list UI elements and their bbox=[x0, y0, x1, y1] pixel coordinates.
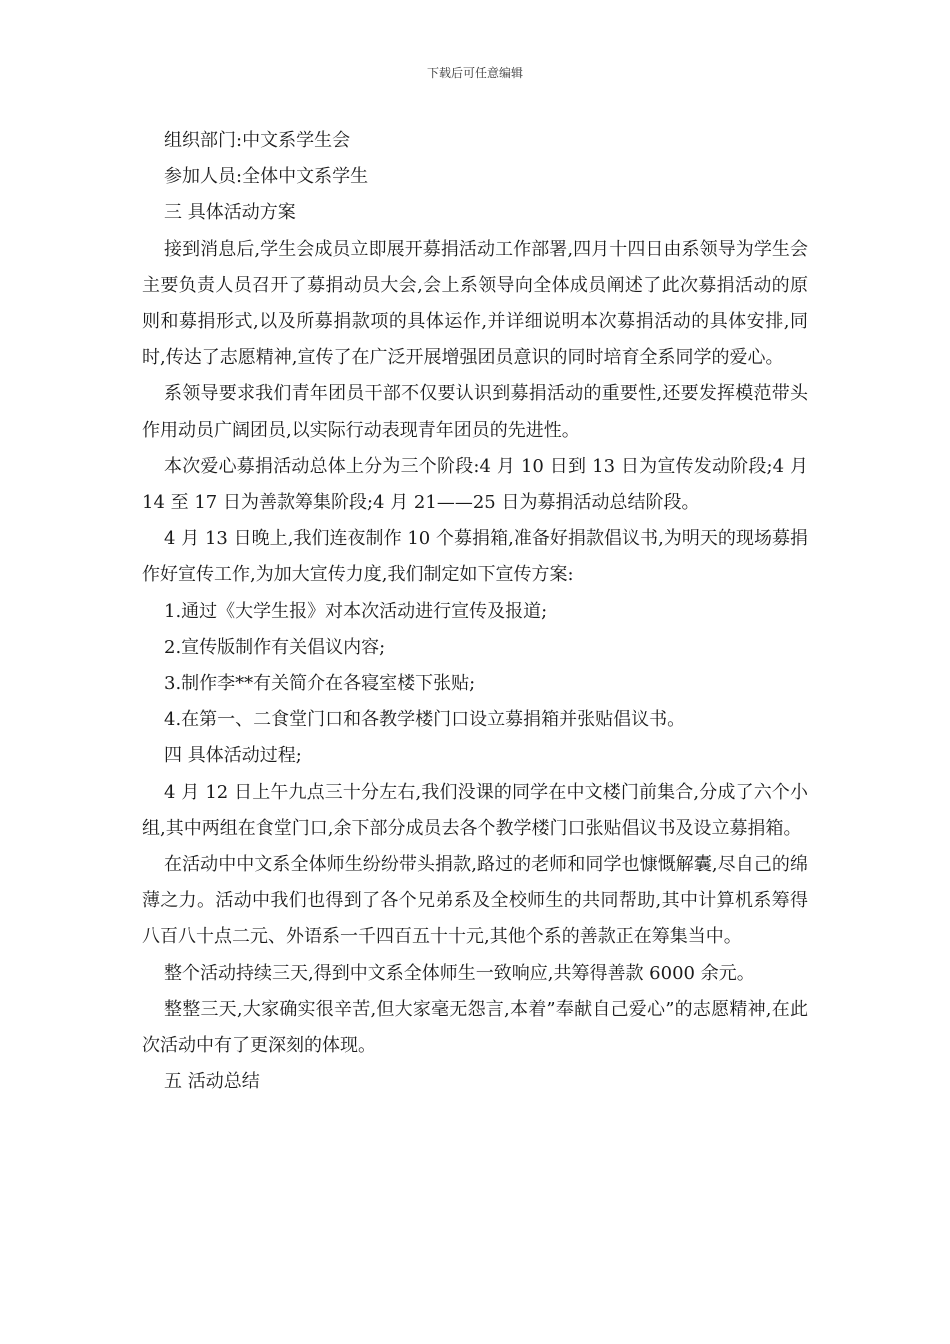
section-heading-plan: 三 具体活动方案 bbox=[164, 202, 296, 224]
paragraph-gathering: 4 月 12 日上午九点三十分左右,我们没课的同学在中文楼门前集合,分成了六个小组,其中两组在食堂门口,余下部分成员去各个教学楼门口张贴倡议书及设立募捐箱。 bbox=[142, 781, 808, 839]
paragraph-deployment: 接到消息后,学生会成员立即展开募捐活动工作部署,四月十四日由系领导为学生会主要负责人员召开了募捐动员大会,会上系领导向全体成员阐述了此次募捐活动的原则和募捐形式,以及所募捐款项的具体运作,并详细说明本次募捐活动的具体安排,同时,传达了志愿精神,宣传了在广泛开展增强团员意识的同时培育全系同学的爱心。 bbox=[142, 238, 808, 369]
paragraph-stages: 本次爱心募捐活动总体上分为三个阶段:4 月 10 日到 13 日为宣传发动阶段;4 月 14 至 17 日为善款筹集阶段;4 月 21——25 日为募捐活动总结阶段。 bbox=[142, 455, 808, 514]
list-item-3: 3.制作李**有关简介在各寝室楼下张贴; bbox=[164, 673, 476, 695]
paragraph-donations: 在活动中中文系全体师生纷纷带头捐款,路过的老师和同学也慷慨解囊,尽自己的绵薄之力。活动中我们也得到了各个兄弟系及全校师生的共同帮助,其中计算机系筹得八百八十点二元、外语系一千四百五十十元,其他个系的善款正在筹集当中。 bbox=[142, 854, 808, 948]
page-header: 下载后可任意编辑 bbox=[426, 66, 523, 80]
paragraph-leadership: 系领导要求我们青年团员干部不仅要认识到募捐活动的重要性,还要发挥模范带头作用动员广阔团员,以实际行动表现青年团员的先进性。 bbox=[142, 383, 808, 441]
section-heading-process: 四 具体活动过程; bbox=[164, 745, 302, 767]
list-item-4: 4.在第一、二食堂门口和各教学楼门口设立募捐箱并张贴倡议书。 bbox=[164, 709, 686, 731]
paragraph-total: 整个活动持续三天,得到中文系全体师生一致响应,共筹得善款 6000 余元。 bbox=[164, 962, 755, 984]
document-body bbox=[142, 123, 808, 1100]
list-item-2: 2.宣传版制作有关倡议内容; bbox=[164, 636, 386, 658]
paragraph-spirit: 整整三天,大家确实很辛苦,但大家毫无怨言,本着”奉献自己爱心”的志愿精神,在此次活动中有了更深刻的体现。 bbox=[142, 998, 808, 1057]
list-item-1: 1.通过《大学生报》对本次活动进行宣传及报道; bbox=[164, 600, 548, 622]
paragraph-preparation: 4 月 13 日晚上,我们连夜制作 10 个募捐箱,准备好捐款倡议书,为明天的现场募捐作好宣传工作,为加大宣传力度,我们制定如下宣传方案: bbox=[142, 528, 808, 586]
paragraph-participants: 参加人员:全体中文系学生 bbox=[164, 166, 369, 188]
paragraph-organizer: 组织部门:中文系学生会 bbox=[164, 130, 351, 151]
section-heading-summary: 五 活动总结 bbox=[164, 1071, 260, 1093]
